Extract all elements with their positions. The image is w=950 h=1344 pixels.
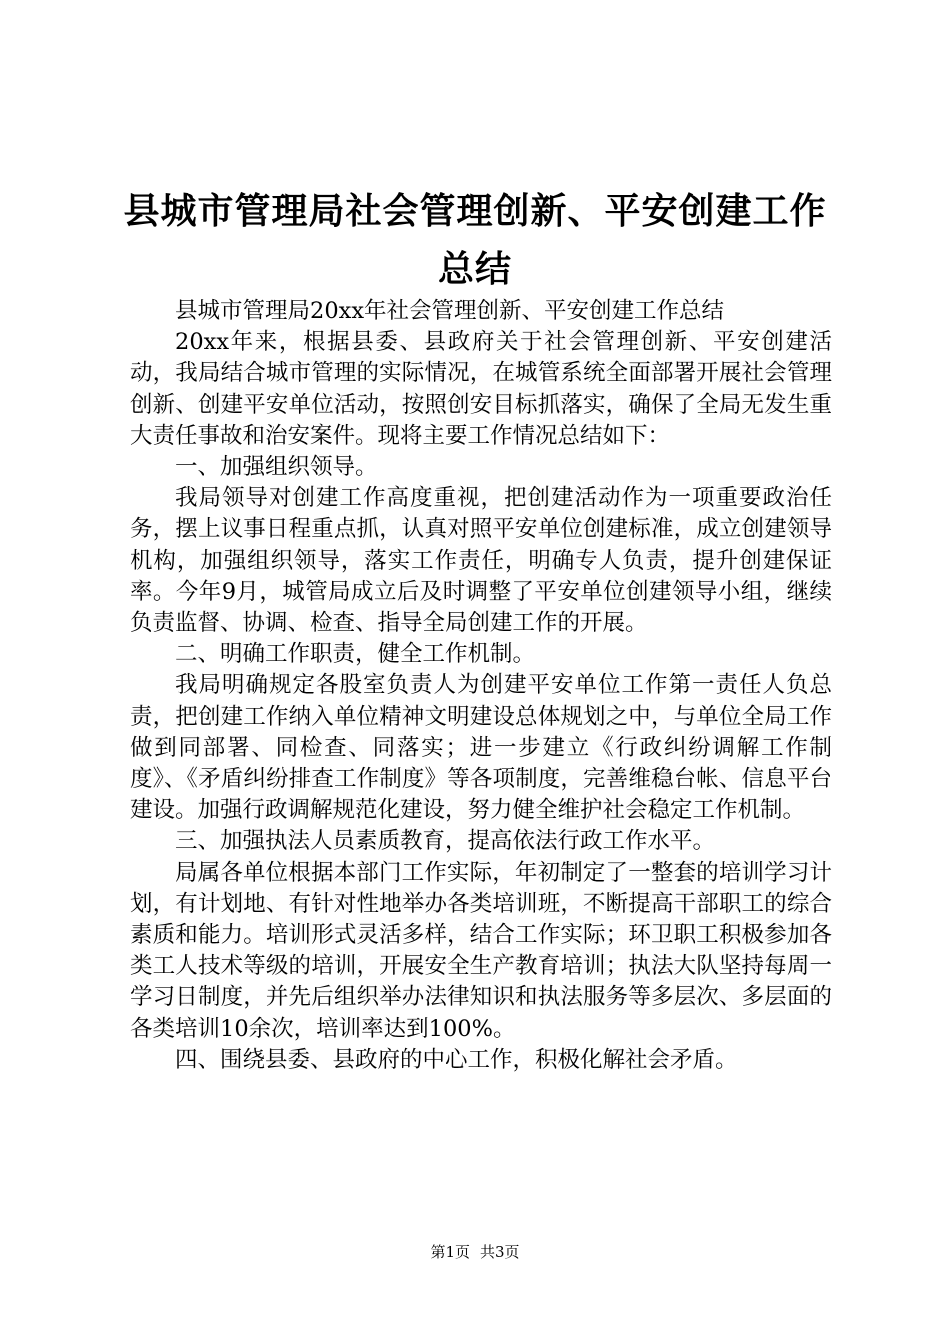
paragraph-section-2: 我局明确规定各股室负责人为创建平安单位工作第一责任人负总责，把创建工作纳入单位精神文明建设总体规划之中，与单位全局工作做到同部署、同检查、同落实；进一步建立《行政纠纷调解工作制度》、《矛盾纠纷排查工作制度》等各项制度，完善维稳台帐、信息平台建设。加强行政调解规范化建设，努力健全维护社会稳定工作机制。 <box>130 672 832 824</box>
document-body <box>130 296 832 1076</box>
section-heading-2: 二、明确工作职责，健全工作机制。 <box>175 641 536 668</box>
paragraph-section-1: 我局领导对创建工作高度重视，把创建活动作为一项重要政治任务，摆上议事日程重点抓，认真对照平安单位创建标准，成立创建领导机构，加强组织领导，落实工作责任，明确专人负责，提升创建保证率。今年9月，城管局成立后及时调整了平安单位创建领导小组，继续负责监督、协调、检查、指导全局创建工作的开展。 <box>130 485 832 637</box>
page-footer <box>0 1242 950 1262</box>
section-heading-1: 一、加强组织领导。 <box>175 454 378 481</box>
page-total: 共3页 <box>480 1243 520 1261</box>
section-heading-4: 四、围绕县委、县政府的中心工作，积极化解社会矛盾。 <box>175 1046 738 1073</box>
document-title: 县城市管理局社会管理创新、平安创建工作总结 <box>123 190 827 290</box>
paragraph-subtitle: 县城市管理局20xx年社会管理创新、平安创建工作总结 <box>175 298 725 324</box>
paragraph-section-3: 局属各单位根据本部门工作实际，年初制定了一整套的培训学习计划，有计划地、有针对性地举办各类培训班，不断提高干部职工的综合素质和能力。培训形式灵活多样，结合工作实际；环卫职工积极参加各类工人技术等级的培训，开展安全生产教育培训；执法大队坚持每周一学习日制度，并先后组织举办法律知识和执法服务等多层次、多层面的各类培训10余次，培训率达到100%。 <box>130 859 832 1042</box>
paragraph-intro: 20xx年来，根据县委、县政府关于社会管理创新、平安创建活动，我局结合城市管理的实际情况，在城管系统全面部署开展社会管理创新、创建平安单位活动，按照创安目标抓落实，确保了全局无发生重大责任事故和治安案件。现将主要工作情况总结如下： <box>130 329 832 449</box>
page-number: 第1页 <box>430 1243 470 1261</box>
section-heading-3: 三、加强执法人员素质教育，提高依法行政工作水平。 <box>175 828 716 855</box>
